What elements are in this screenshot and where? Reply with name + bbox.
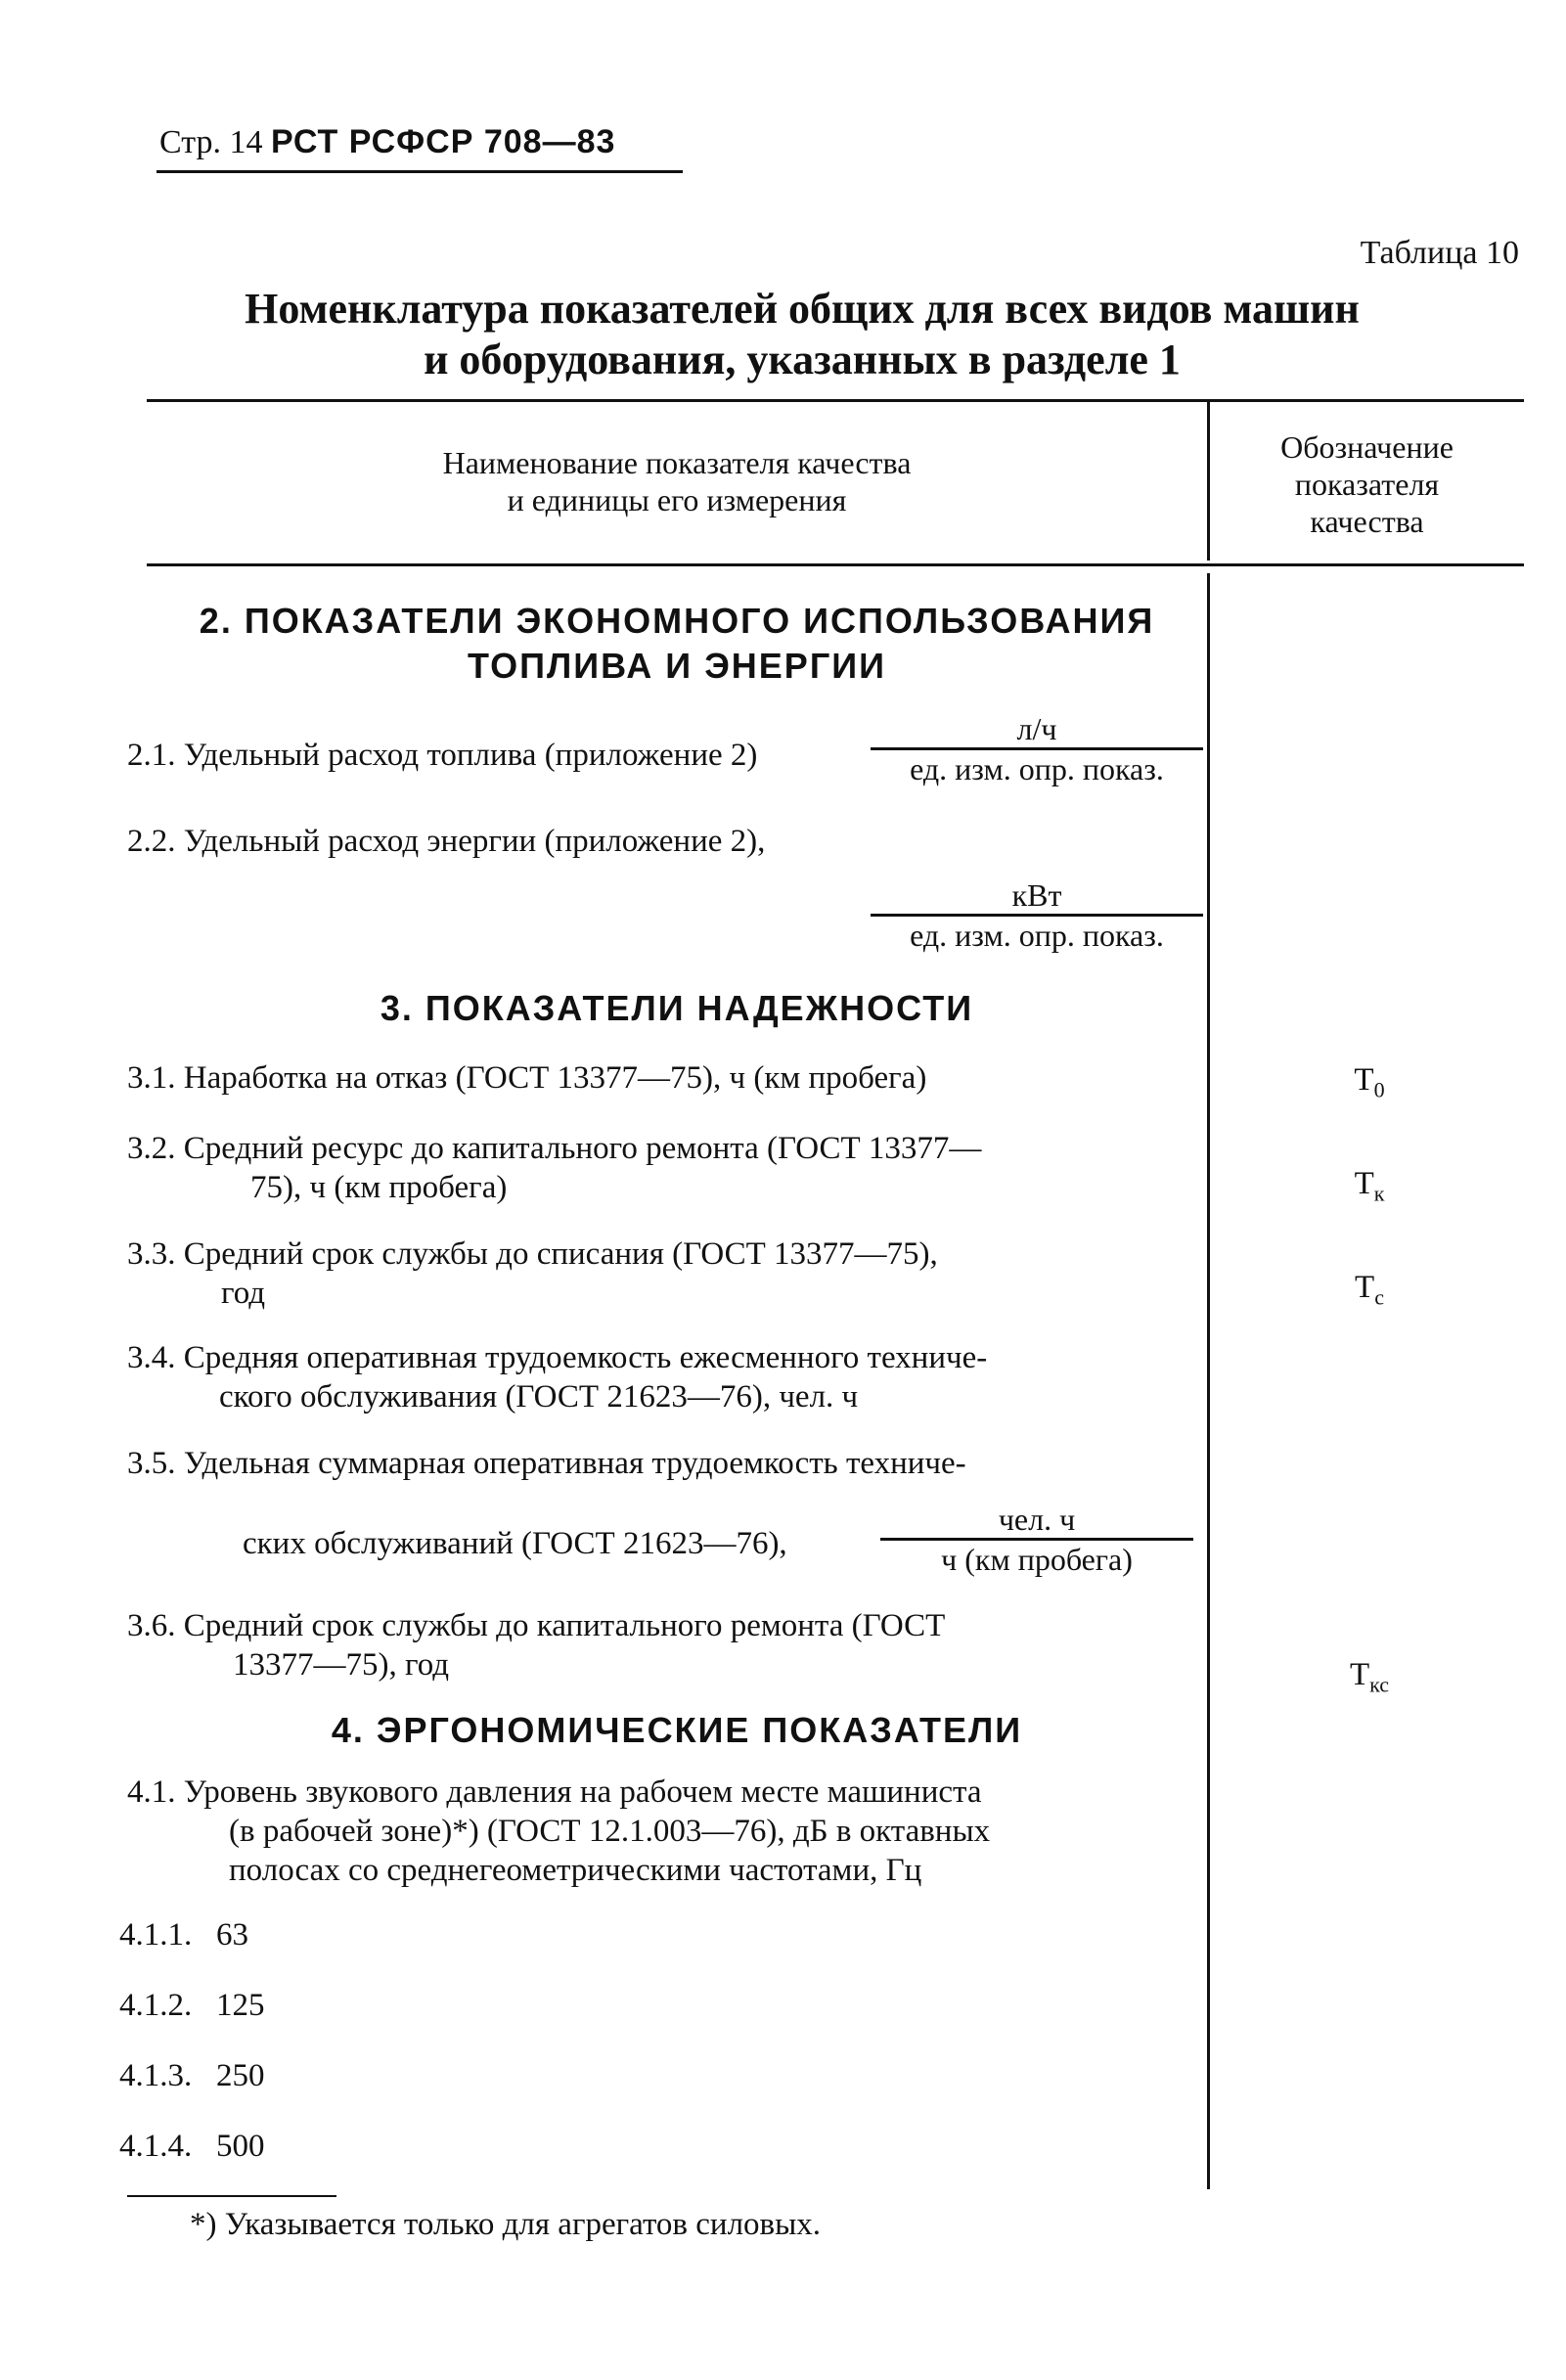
row-text: Средняя оперативная трудоемкость ежесменного техниче- bbox=[183, 1340, 988, 1375]
list-item: 4.1.2. 125 bbox=[119, 1988, 265, 2023]
section-3-heading: 3. ПОКАЗАТЕЛИ НАДЕЖНОСТИ bbox=[380, 988, 974, 1028]
row-text: Средний ресурс до капитального ремонта (ГОСТ 13377— bbox=[183, 1131, 982, 1166]
unit-fraction-3-5: чел. ч ч (км пробега) bbox=[880, 1501, 1193, 1578]
row-3-6: 3.6. Средний срок службы до капитального ремонта (ГОСТ 13377—75), год bbox=[127, 1608, 946, 1683]
row-3-2: 3.2. Средний ресурс до капитального ремонта (ГОСТ 13377— 75), ч (км пробега) bbox=[127, 1131, 982, 1205]
page-number: Стр. 14 bbox=[159, 124, 263, 160]
footnote-rule bbox=[127, 2195, 336, 2197]
section-2-heading: 2. ПОКАЗАТЕЛИ ЭКОНОМНОГО ИСПОЛЬЗОВАНИЯ ТОПЛИВА И ЭНЕРГИИ bbox=[199, 601, 1155, 686]
header-underline bbox=[157, 170, 683, 173]
symbol-3-6: $T_{кс}$ bbox=[1349, 1657, 1390, 1697]
row-text: Уровень звукового давления на рабочем месте машиниста bbox=[183, 1774, 982, 1810]
unit-fraction-2-1: л/ч ед. изм. опр. показ. bbox=[871, 710, 1203, 787]
symbol-3-3: $T_с$ bbox=[1355, 1270, 1384, 1310]
row-3-5-continued: ских обслуживаний (ГОСТ 21623—76), bbox=[243, 1526, 787, 1561]
table-number: Таблица 10 bbox=[1360, 235, 1519, 271]
row-number: 3.4. bbox=[127, 1340, 176, 1375]
row-number: 3.2. bbox=[127, 1131, 176, 1166]
row-number: 3.5. bbox=[127, 1446, 176, 1481]
row-text: Средний срок службы до капитального ремонта (ГОСТ bbox=[183, 1608, 946, 1643]
row-2-1 bbox=[127, 736, 757, 775]
row-text: Удельная суммарная оперативная трудоемкость техниче- bbox=[183, 1446, 966, 1481]
row-text: Удельный расход энергии (приложение 2), bbox=[183, 824, 766, 859]
column-header-symbol: Обозначение показателя качества bbox=[1280, 429, 1454, 539]
table-header-rule bbox=[147, 563, 1524, 566]
row-text: Средний срок службы до списания (ГОСТ 13377—75), bbox=[183, 1236, 938, 1272]
row-4-1: 4.1. Уровень звукового давления на рабочем месте машиниста (в рабочей зоне)*) (ГОСТ 12.1.003—76), дБ в октавных полосах со среднегеометрическими частотами, Гц bbox=[127, 1774, 991, 1888]
list-item: 4.1.4. 500 bbox=[119, 2129, 265, 2164]
footnote: *) Указывается только для агрегатов силовых. bbox=[190, 2207, 822, 2242]
row-3-1 bbox=[127, 1058, 926, 1098]
column-header-name: Наименование показателя качества и единицы его измерения bbox=[442, 445, 912, 517]
row-number: 3.1. bbox=[127, 1060, 176, 1096]
page-header bbox=[159, 123, 615, 161]
unit-fraction-2-2: кВт ед. изм. опр. показ. bbox=[871, 876, 1203, 954]
table-top-rule bbox=[147, 399, 1524, 402]
row-number: 3.6. bbox=[127, 1608, 176, 1643]
row-3-4: 3.4. Средняя оперативная трудоемкость ежесменного техниче- ского обслуживания (ГОСТ 21623—76), чел. ч bbox=[127, 1340, 988, 1415]
table-title-line-1: Номенклатура показателей общих для всех видов машин bbox=[245, 285, 1360, 333]
body-column-divider bbox=[1207, 573, 1210, 2189]
row-text: Наработка на отказ (ГОСТ 13377—75), ч (км пробега) bbox=[183, 1060, 927, 1096]
row-text: Удельный расход топлива (приложение 2) bbox=[183, 738, 758, 773]
row-3-5 bbox=[127, 1444, 966, 1483]
section-4-heading: 4. ЭРГОНОМИЧЕСКИЕ ПОКАЗАТЕЛИ bbox=[331, 1710, 1023, 1750]
row-number: 4.1. bbox=[127, 1774, 176, 1810]
row-2-2 bbox=[127, 822, 765, 861]
list-item: 4.1.3. 250 bbox=[119, 2058, 265, 2093]
row-number: 2.1. bbox=[127, 738, 176, 773]
list-item: 4.1.1. 63 bbox=[119, 1917, 248, 1953]
standard-code: РСТ РСФСР 708—83 bbox=[271, 123, 616, 160]
row-number: 2.2. bbox=[127, 824, 176, 859]
symbol-3-2: $T_к$ bbox=[1354, 1166, 1385, 1206]
symbol-3-1: $T_0$ bbox=[1354, 1062, 1385, 1102]
row-number: 3.3. bbox=[127, 1236, 176, 1272]
table-title-line-2: и оборудования, указанных в разделе 1 bbox=[424, 336, 1181, 383]
row-3-3: 3.3. Средний срок службы до списания (ГОСТ 13377—75), год bbox=[127, 1236, 938, 1311]
table-title bbox=[157, 284, 1448, 385]
